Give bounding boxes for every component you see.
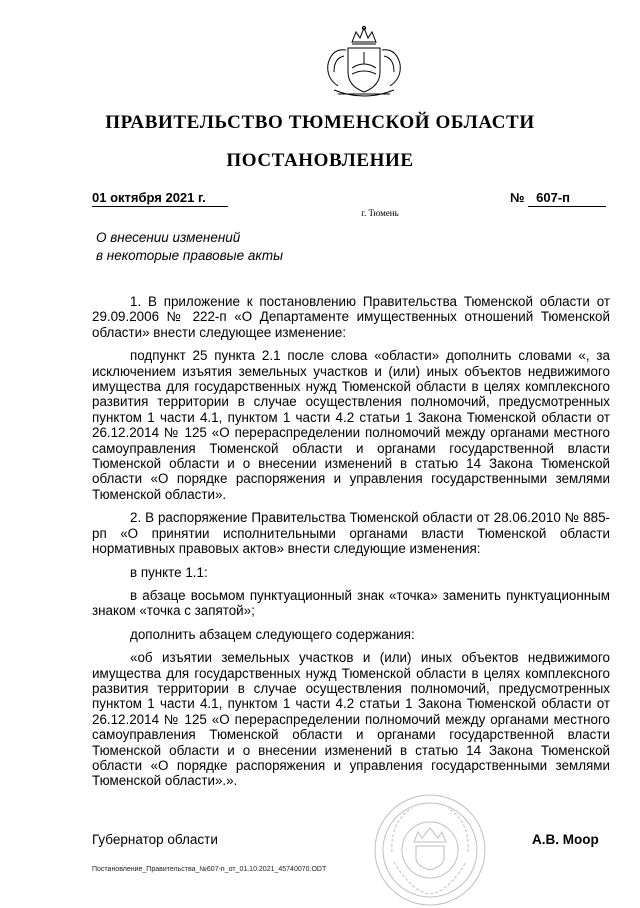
paragraph-2: подпункт 25 пункта 2.1 после слова «области» дополнить словами «, за исключением изъятия земельных участков и (или) иных объектов недвижимого имущества для государственных нужд Тюменской области в целях комплексного развития территории в случае осуществления полномочий, предусмотренных пунктом 1 части 4.1, пунктом 1 части 4.2 статьи 1 Закона Тюменской области от 26.12.2014 № 125 «О перераспределении полномочий между органами местного самоуправления Тюменской области и органами государственной власти Тюменской области и о внесении изменений в статью 14 Закона Тюменской области «О порядке распоряжения и управления государственными землями Тюменской области».	[92, 348, 610, 502]
subject-line-2: в некоторые правовые акты	[96, 248, 284, 263]
document-subject	[96, 229, 283, 265]
number-value: 607-п	[528, 190, 606, 207]
paragraph-4: в пункте 1.1:	[130, 564, 208, 580]
document-type-title: ПОСТАНОВЛЕНИЕ	[226, 150, 414, 171]
signer-name: А.В. Моор	[532, 832, 599, 847]
footer-filename: Постановление_Правительства_№607-п_от_01.10.2021_45740070.ODT	[92, 866, 327, 873]
signer-position: Губернатор области	[92, 832, 218, 847]
number-sign: №	[510, 190, 525, 205]
paragraph-3: 2. В распоряжение Правительства Тюменской области от 28.06.2010 № 885-рп «О принятии исполнительными органами власти Тюменской области нормативных правовых актов» внести следующие изменения:	[92, 510, 610, 557]
document-date: 01 октября 2021 г.	[92, 190, 228, 207]
government-title: ПРАВИТЕЛЬСТВО ТЮМЕНСКОЙ ОБЛАСТИ	[105, 112, 535, 133]
official-seal-icon	[372, 792, 488, 908]
document-body	[92, 294, 610, 797]
document-number	[510, 190, 606, 207]
coat-of-arms-icon	[318, 24, 410, 102]
subject-line-1: О внесении изменений	[96, 230, 241, 245]
paragraph-6: дополнить абзацем следующего содержания:	[130, 626, 415, 642]
paragraph-1: 1. В приложение к постановлению Правительства Тюменской области от 29.09.2006 № 222-п «О Департаменте имущественных отношений Тюменской области» внести следующее изменение:	[92, 294, 610, 340]
paragraph-5: в абзаце восьмом пунктуационный знак «точка» заменить пунктуационным знаком «точка с запятой»;	[92, 587, 610, 619]
document-city: г. Тюмень	[361, 208, 399, 218]
paragraph-7: «об изъятии земельных участков и (или) иных объектов недвижимого имущества для государственных нужд Тюменской области в целях комплексного развития территории в случае осуществления полномочий, предусмотренных пунктом 1 части 4.1, пунктом 1 части 4.2 статьи 1 Закона Тюменской области от 26.12.2014 № 125 «О перераспределении полномочий между органами местного самоуправления Тюменской области и органами государственной власти Тюменской области и о внесении изменений в статью 14 Закона Тюменской области «О порядке распоряжения и управления государственными землями Тюменской области».».	[92, 650, 610, 789]
